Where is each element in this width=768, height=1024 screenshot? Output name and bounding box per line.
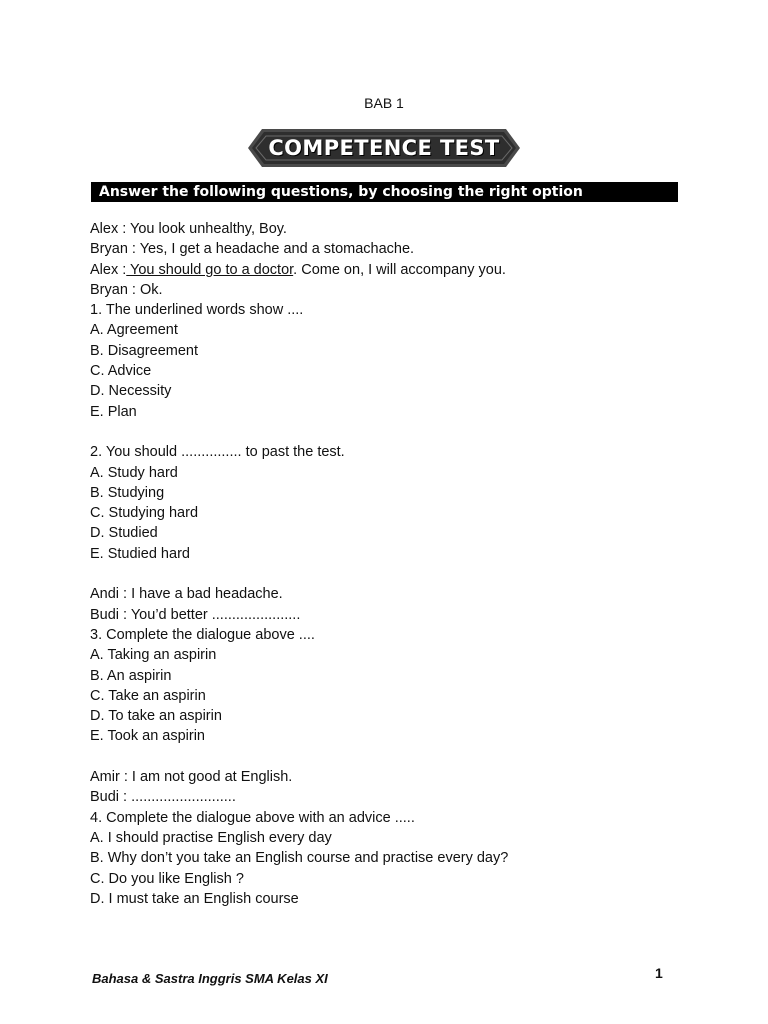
option-3d: D. To take an aspirin: [90, 708, 222, 725]
option-2a: A. Study hard: [90, 464, 178, 481]
option-4b: B. Why don’t you take an English course and practise every day?: [90, 850, 509, 867]
option-4d: D. I must take an English course: [90, 890, 299, 907]
page-number: 1: [655, 965, 663, 981]
question-1: 1. The underlined words show ....: [90, 302, 304, 319]
option-3a: A. Taking an aspirin: [90, 647, 217, 664]
dialogue-line: Budi : You’d better ......................: [90, 606, 301, 623]
instruction-bar: Answer the following questions, by choosing the right option: [91, 182, 678, 202]
speaker-label: Alex :: [90, 261, 127, 278]
option-1c: C. Advice: [90, 363, 152, 380]
option-3e: E. Took an aspirin: [90, 728, 205, 745]
option-3b: B. An aspirin: [90, 667, 172, 684]
chapter-heading: BAB 1: [364, 95, 404, 111]
option-2d: D. Studied: [90, 525, 158, 542]
option-3c: C. Take an aspirin: [90, 687, 206, 704]
dialogue-suffix: . Come on, I will accompany you.: [293, 261, 506, 278]
option-1b: B. Disagreement: [90, 342, 198, 359]
footer-book-title: Bahasa & Sastra Inggris SMA Kelas XI: [92, 971, 328, 986]
question-2: 2. You should ............... to past the test.: [90, 444, 345, 461]
dialogue-line-with-underline: [90, 260, 690, 280]
dialogue-line: Bryan : Ok.: [90, 281, 163, 298]
dialogue-line: Andi : I have a bad headache.: [90, 586, 283, 603]
option-4c: C. Do you like English ?: [90, 870, 244, 887]
option-1a: A. Agreement: [90, 322, 178, 339]
dialogue-line: Budi : ..........................: [90, 789, 236, 806]
question-content: [90, 219, 690, 909]
competence-test-banner: [248, 129, 520, 167]
option-1e: E. Plan: [90, 403, 137, 420]
option-2c: C. Studying hard: [90, 505, 199, 522]
dialogue-line: Bryan : Yes, I get a headache and a stomachache.: [90, 241, 415, 258]
question-4: 4. Complete the dialogue above with an advice .....: [90, 809, 415, 826]
question-3: 3. Complete the dialogue above ....: [90, 626, 315, 643]
underlined-phrase: You should go to a doctor: [126, 261, 294, 278]
option-2e: E. Studied hard: [90, 545, 190, 562]
dialogue-line: Alex : You look unhealthy, Boy.: [90, 221, 287, 237]
dialogue-line: Amir : I am not good at English.: [90, 769, 293, 786]
option-4a: A. I should practise English every day: [90, 829, 332, 846]
option-1d: D. Necessity: [90, 383, 172, 400]
banner-title: COMPETENCE TEST: [268, 136, 500, 160]
option-2b: B. Studying: [90, 484, 165, 501]
